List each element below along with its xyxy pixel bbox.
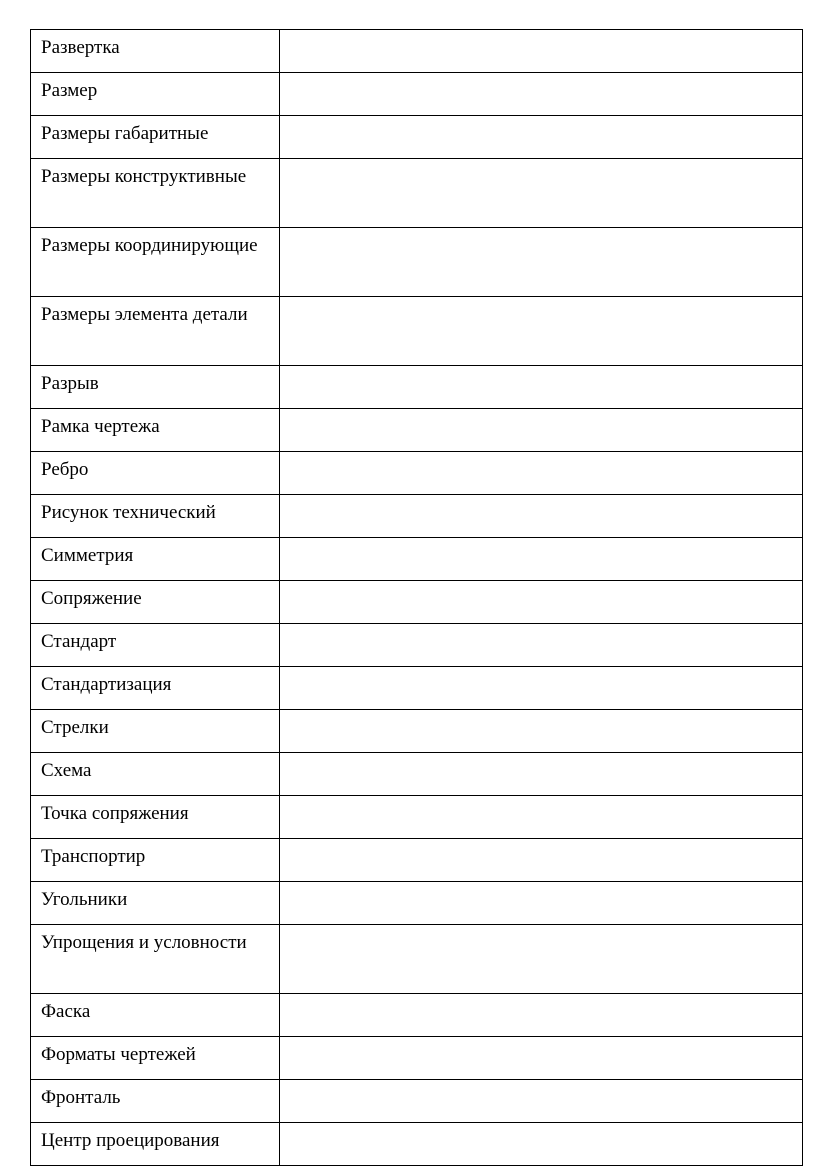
definition-cell[interactable]: [280, 495, 803, 538]
definition-cell[interactable]: [280, 228, 803, 297]
table-row: [31, 228, 803, 297]
term-cell: Ребро: [31, 452, 280, 495]
definition-cell[interactable]: [280, 839, 803, 882]
term-cell: Размеры элемента детали: [31, 297, 280, 366]
table-row: [31, 710, 803, 753]
table-row: [31, 366, 803, 409]
term-cell: Транспортир: [31, 839, 280, 882]
term-cell: Форматы чертежей: [31, 1037, 280, 1080]
term-cell: Сопряжение: [31, 581, 280, 624]
term-cell: Развертка: [31, 30, 280, 73]
table-row: [31, 882, 803, 925]
table-row: [31, 925, 803, 994]
definition-cell[interactable]: [280, 538, 803, 581]
table-row: [31, 667, 803, 710]
definition-cell[interactable]: [280, 710, 803, 753]
term-cell: Стандартизация: [31, 667, 280, 710]
definition-cell[interactable]: [280, 667, 803, 710]
term-cell: Фронталь: [31, 1080, 280, 1123]
definition-cell[interactable]: [280, 1123, 803, 1166]
term-cell: Стандарт: [31, 624, 280, 667]
table-row: [31, 116, 803, 159]
table-row: [31, 994, 803, 1037]
term-cell: Размеры координирующие: [31, 228, 280, 297]
definition-cell[interactable]: [280, 882, 803, 925]
table-row: [31, 753, 803, 796]
definition-cell[interactable]: [280, 1080, 803, 1123]
table-row: [31, 1037, 803, 1080]
table-row: [31, 495, 803, 538]
definition-cell[interactable]: [280, 925, 803, 994]
definition-cell[interactable]: [280, 73, 803, 116]
term-cell: Размер: [31, 73, 280, 116]
definition-cell[interactable]: [280, 366, 803, 409]
term-cell: Рамка чертежа: [31, 409, 280, 452]
table-row: [31, 581, 803, 624]
term-cell: Размеры габаритные: [31, 116, 280, 159]
definition-cell[interactable]: [280, 116, 803, 159]
term-cell: Фаска: [31, 994, 280, 1037]
term-cell: Размеры конструктивные: [31, 159, 280, 228]
terms-table: [30, 29, 803, 1166]
definition-cell[interactable]: [280, 409, 803, 452]
term-cell: Схема: [31, 753, 280, 796]
definition-cell[interactable]: [280, 581, 803, 624]
table-row: [31, 73, 803, 116]
definition-cell[interactable]: [280, 30, 803, 73]
definition-cell[interactable]: [280, 297, 803, 366]
table-row: [31, 538, 803, 581]
definition-cell[interactable]: [280, 994, 803, 1037]
term-cell: Угольники: [31, 882, 280, 925]
definition-cell[interactable]: [280, 624, 803, 667]
definition-cell[interactable]: [280, 452, 803, 495]
term-cell: Рисунок технический: [31, 495, 280, 538]
term-cell: Точка сопряжения: [31, 796, 280, 839]
term-cell: Симметрия: [31, 538, 280, 581]
table-row: [31, 1080, 803, 1123]
table-row: [31, 159, 803, 228]
table-row: [31, 624, 803, 667]
table-row: [31, 452, 803, 495]
term-cell: Разрыв: [31, 366, 280, 409]
definition-cell[interactable]: [280, 753, 803, 796]
term-cell: Центр проецирования: [31, 1123, 280, 1166]
definition-cell[interactable]: [280, 159, 803, 228]
definition-cell[interactable]: [280, 796, 803, 839]
table-row: [31, 839, 803, 882]
table-row: [31, 30, 803, 73]
table-row: [31, 297, 803, 366]
definition-cell[interactable]: [280, 1037, 803, 1080]
table-row: [31, 796, 803, 839]
table-row: [31, 1123, 803, 1166]
table-row: [31, 409, 803, 452]
term-cell: Упрощения и условности: [31, 925, 280, 994]
term-cell: Стрелки: [31, 710, 280, 753]
